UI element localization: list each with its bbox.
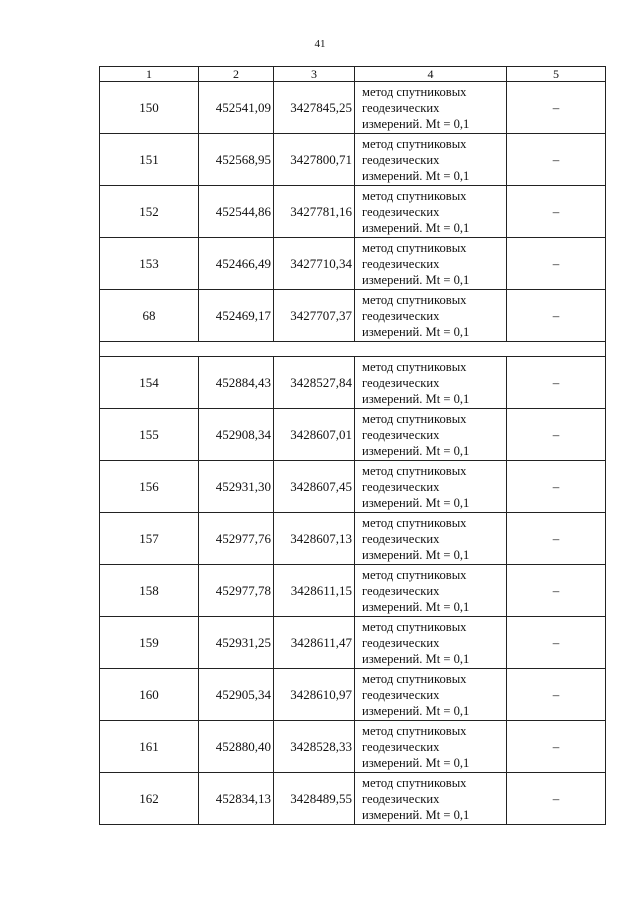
method-line: метод спутниковых [362,723,467,738]
method-line: геодезических [362,687,440,702]
method-line: измерений. Mt = 0,1 [362,116,470,131]
table-row [100,290,606,342]
page-number: 41 [314,38,326,50]
accuracy-dash: – [507,290,606,342]
table-row [100,669,606,721]
table-row [100,238,606,290]
coordinate-y: 3428527,84 [274,357,355,409]
accuracy-dash: – [507,82,606,134]
coordinate-y: 3428489,55 [274,773,355,825]
coordinate-x: 452905,34 [199,669,274,721]
coordinate-y: 3427710,34 [274,238,355,290]
accuracy-dash: – [507,617,606,669]
accuracy-dash: – [507,461,606,513]
method-cell [355,186,507,238]
method-line: измерений. Mt = 0,1 [362,220,470,235]
method-line: измерений. Mt = 0,1 [362,755,470,770]
coordinate-x: 452469,17 [199,290,274,342]
coordinate-y: 3428610,97 [274,669,355,721]
method-line: метод спутниковых [362,136,467,151]
accuracy-dash: – [507,721,606,773]
method-line: измерений. Mt = 0,1 [362,651,470,666]
method-line: измерений. Mt = 0,1 [362,495,470,510]
point-number: 161 [100,721,199,773]
method-line: метод спутниковых [362,188,467,203]
method-cell [355,461,507,513]
point-number: 157 [100,513,199,565]
accuracy-dash: – [507,357,606,409]
method-line: геодезических [362,100,440,115]
group-separator-cell [100,342,606,357]
method-line: метод спутниковых [362,411,467,426]
accuracy-dash: – [507,186,606,238]
method-line: измерений. Mt = 0,1 [362,391,470,406]
table-row [100,461,606,513]
method-line: измерений. Mt = 0,1 [362,168,470,183]
coordinate-y: 3427845,25 [274,82,355,134]
coordinates-table [99,66,606,825]
table-row [100,617,606,669]
coordinate-y: 3428528,33 [274,721,355,773]
method-cell [355,513,507,565]
point-number: 154 [100,357,199,409]
header-col-4: 4 [355,67,507,82]
method-line: геодезических [362,427,440,442]
method-line: геодезических [362,531,440,546]
point-number: 158 [100,565,199,617]
method-line: метод спутниковых [362,463,467,478]
group-separator-row [100,342,606,357]
coordinate-x: 452834,13 [199,773,274,825]
coordinate-y: 3428607,13 [274,513,355,565]
coordinate-x: 452931,30 [199,461,274,513]
accuracy-dash: – [507,773,606,825]
method-line: метод спутниковых [362,84,467,99]
accuracy-dash: – [507,238,606,290]
accuracy-dash: – [507,669,606,721]
method-line: метод спутниковых [362,292,467,307]
method-line: геодезических [362,583,440,598]
table-row [100,565,606,617]
accuracy-dash: – [507,565,606,617]
point-number: 152 [100,186,199,238]
header-col-1: 1 [100,67,199,82]
coordinate-x: 452884,43 [199,357,274,409]
table-row [100,513,606,565]
coordinate-x: 452568,95 [199,134,274,186]
coordinate-x: 452544,86 [199,186,274,238]
method-line: измерений. Mt = 0,1 [362,272,470,287]
method-cell [355,357,507,409]
point-number: 155 [100,409,199,461]
method-line: геодезических [362,204,440,219]
accuracy-dash: – [507,513,606,565]
point-number: 68 [100,290,199,342]
coordinate-y: 3427800,71 [274,134,355,186]
coordinate-x: 452931,25 [199,617,274,669]
method-line: метод спутниковых [362,240,467,255]
accuracy-dash: – [507,409,606,461]
method-line: метод спутниковых [362,775,467,790]
table-row [100,773,606,825]
table-body [100,82,606,825]
method-cell [355,409,507,461]
method-line: геодезических [362,375,440,390]
method-line: метод спутниковых [362,567,467,582]
method-line: измерений. Mt = 0,1 [362,324,470,339]
point-number: 156 [100,461,199,513]
point-number: 160 [100,669,199,721]
method-line: геодезических [362,791,440,806]
table-row [100,409,606,461]
method-line: измерений. Mt = 0,1 [362,807,470,822]
table-row [100,357,606,409]
point-number: 151 [100,134,199,186]
method-cell [355,238,507,290]
point-number: 150 [100,82,199,134]
method-line: геодезических [362,152,440,167]
table-row [100,721,606,773]
method-cell [355,773,507,825]
point-number: 153 [100,238,199,290]
method-line: геодезических [362,739,440,754]
method-line: метод спутниковых [362,359,467,374]
coordinate-y: 3427781,16 [274,186,355,238]
coordinate-y: 3428607,45 [274,461,355,513]
method-line: измерений. Mt = 0,1 [362,599,470,614]
header-col-3: 3 [274,67,355,82]
point-number: 159 [100,617,199,669]
method-line: измерений. Mt = 0,1 [362,703,470,718]
coordinate-x: 452977,76 [199,513,274,565]
coordinate-x: 452541,09 [199,82,274,134]
header-row [100,67,606,82]
method-line: измерений. Mt = 0,1 [362,443,470,458]
method-cell [355,617,507,669]
coordinate-y: 3428607,01 [274,409,355,461]
coordinate-x: 452908,34 [199,409,274,461]
method-line: метод спутниковых [362,671,467,686]
table-row [100,134,606,186]
coordinate-x: 452466,49 [199,238,274,290]
method-cell [355,134,507,186]
table-row [100,82,606,134]
coordinate-y: 3427707,37 [274,290,355,342]
coordinate-y: 3428611,15 [274,565,355,617]
coordinate-x: 452977,78 [199,565,274,617]
accuracy-dash: – [507,134,606,186]
method-line: измерений. Mt = 0,1 [362,547,470,562]
method-line: геодезических [362,479,440,494]
table-row [100,186,606,238]
method-cell [355,721,507,773]
method-line: метод спутниковых [362,619,467,634]
method-line: геодезических [362,635,440,650]
header-col-2: 2 [199,67,274,82]
method-cell [355,669,507,721]
point-number: 162 [100,773,199,825]
coordinate-y: 3428611,47 [274,617,355,669]
method-line: геодезических [362,308,440,323]
method-cell [355,82,507,134]
method-cell [355,290,507,342]
method-cell [355,565,507,617]
method-line: геодезических [362,256,440,271]
coordinate-x: 452880,40 [199,721,274,773]
header-col-5: 5 [507,67,606,82]
method-line: метод спутниковых [362,515,467,530]
